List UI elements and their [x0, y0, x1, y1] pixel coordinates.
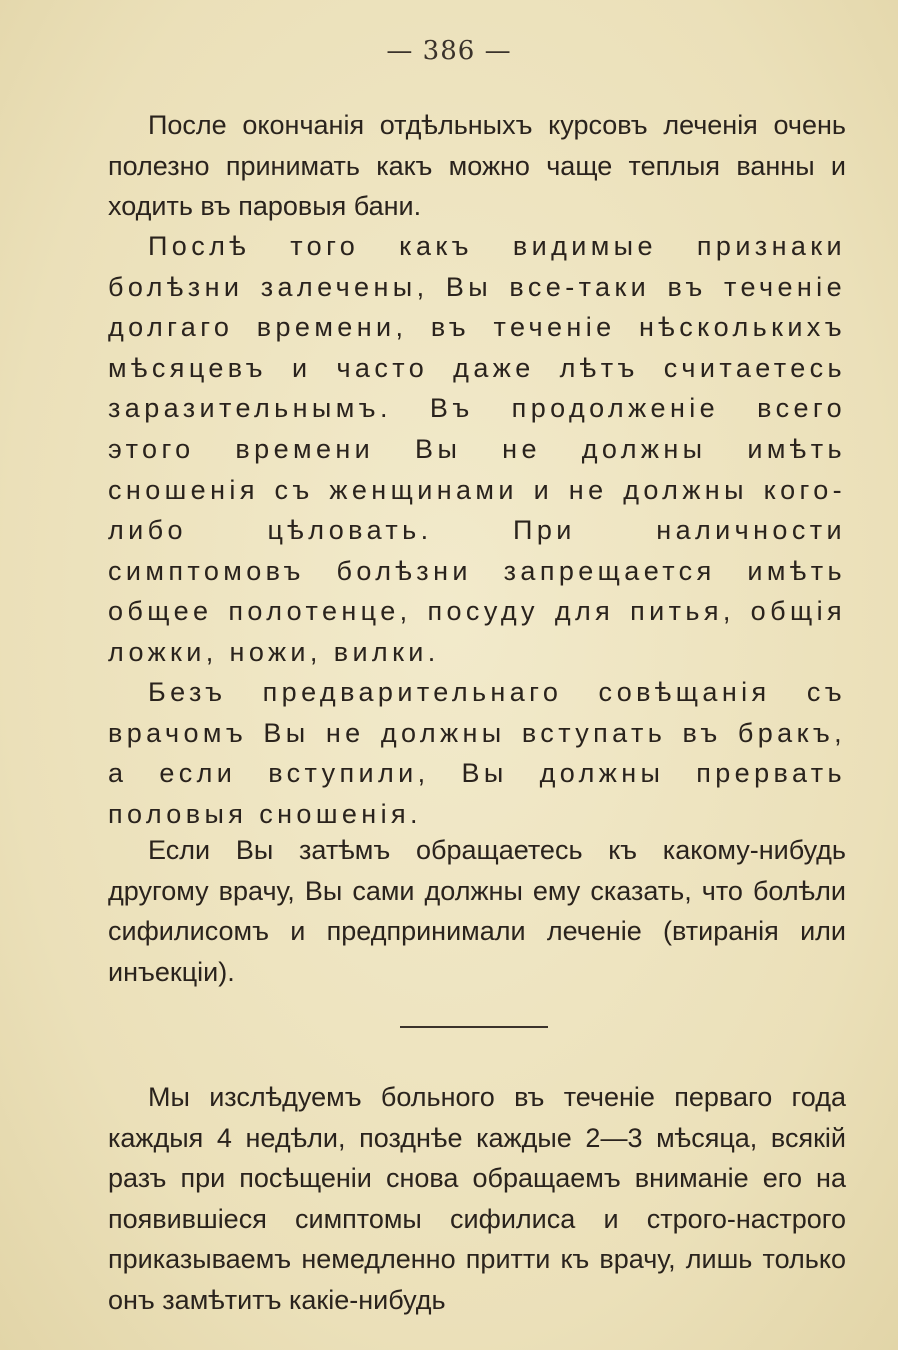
page-number: — 386 —	[386, 36, 512, 66]
section-divider	[400, 1026, 548, 1028]
paragraph-text: Если Вы затѣмъ обращаетесь къ какому-нибудь другому врачу, Вы сами должны ему сказать, что болѣли сифилисомъ и предпринимали леченіе (втиранія или инъекціи).	[108, 835, 846, 987]
paragraph-baths	[108, 105, 846, 227]
paragraph-text: После окончанія отдѣльныхъ курсовъ леченія очень полезно принимать какъ можно чаще теплыя ванны и ходить въ паровыя бани.	[108, 110, 846, 222]
paragraph-other-doctor	[108, 830, 846, 992]
paragraph-examination	[108, 1077, 846, 1321]
paragraph-contagious	[108, 226, 846, 673]
paragraph-text: Безъ предварительнаго совѣщанія съ врачомъ Вы не должны вступать въ бракъ, а если вступили, Вы должны прервать половыя сношенія.	[108, 677, 846, 829]
paragraph-text: Послѣ того какъ видимые признаки болѣзни залечены, Вы все-таки въ теченіе долгаго времени, въ теченіе нѣсколькихъ мѣсяцевъ и часто даже лѣтъ считаетесь заразительнымъ. Въ продолженіе всего этого времени Вы не должны имѣть сношенія съ женщинами и не должны кого-либо цѣловать. При наличности симптомовъ болѣзни запрещается имѣть общее полотенце, посуду для питья, общія ложки, ножи, вилки.	[108, 231, 846, 667]
paragraph-marriage	[108, 672, 846, 834]
paragraph-text: Мы изслѣдуемъ больного въ теченіе перваго года каждыя 4 недѣли, позднѣе каждые 2—3 мѣсяца, всякій разъ при посѣщеніи снова обращаемъ вниманіе его на появившіеся симптомы сифилиса и строго-настрого приказываемъ немедленно притти къ врачу, лишь только онъ замѣтитъ какіе-нибудь	[108, 1082, 846, 1315]
